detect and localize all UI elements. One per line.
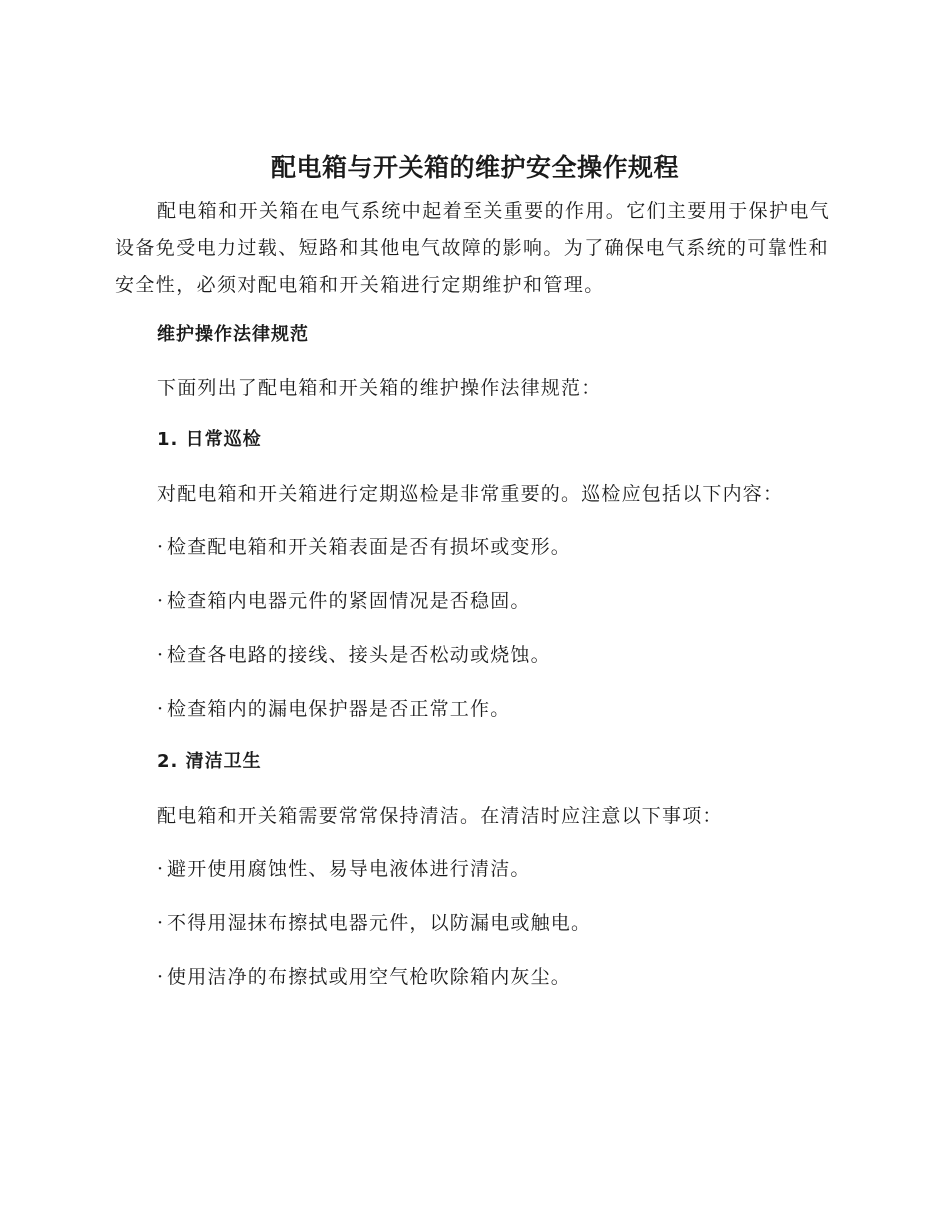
list-item: [157, 962, 857, 992]
section-intro: 下面列出了配电箱和开关箱的维护操作法律规范：: [157, 377, 602, 399]
list-item: [157, 694, 857, 724]
list-item: [157, 586, 857, 616]
bullet-text: 检查箱内电器元件的紧固情况是否稳固。: [167, 590, 531, 612]
list-item: [157, 908, 857, 938]
list-item: [157, 854, 857, 884]
bullet-marker: ·: [157, 912, 165, 934]
bullet-text: 避开使用腐蚀性、易导电液体进行清洁。: [167, 858, 531, 880]
item2-heading: 2. 清洁卫生: [157, 751, 262, 772]
bullet-text: 不得用湿抹布擦拭电器元件，以防漏电或触电。: [167, 912, 592, 934]
bullet-text: 检查配电箱和开关箱表面是否有损坏或变形。: [167, 536, 572, 558]
bullet-marker: ·: [157, 590, 165, 612]
list-item: [157, 640, 857, 670]
item1-heading: 1. 日常巡检: [157, 429, 262, 450]
bullet-text: 检查各电路的接线、接头是否松动或烧蚀。: [167, 644, 551, 666]
list-item: [157, 532, 857, 562]
bullet-marker: ·: [157, 858, 165, 880]
bullet-text: 检查箱内的漏电保护器是否正常工作。: [167, 698, 511, 720]
intro-paragraph: 配电箱和开关箱在电气系统中起着至关重要的作用。它们主要用于保护电气设备免受电力过载、短路和其他电气故障的影响。为了确保电气系统的可靠性和安全性，必须对配电箱和开关箱进行定期维护和管理。: [115, 200, 831, 296]
section-heading: 维护操作法律规范: [157, 324, 309, 345]
bullet-marker: ·: [157, 966, 165, 988]
bullet-marker: ·: [157, 536, 165, 558]
document-title: 配电箱与开关箱的维护安全操作规程: [270, 153, 679, 182]
bullet-marker: ·: [157, 644, 165, 666]
bullet-marker: ·: [157, 698, 165, 720]
bullet-text: 使用洁净的布擦拭或用空气枪吹除箱内灰尘。: [167, 966, 572, 988]
item2-intro: 配电箱和开关箱需要常常保持清洁。在清洁时应注意以下事项：: [157, 805, 723, 827]
item1-intro: 对配电箱和开关箱进行定期巡检是非常重要的。巡检应包括以下内容：: [157, 483, 784, 505]
